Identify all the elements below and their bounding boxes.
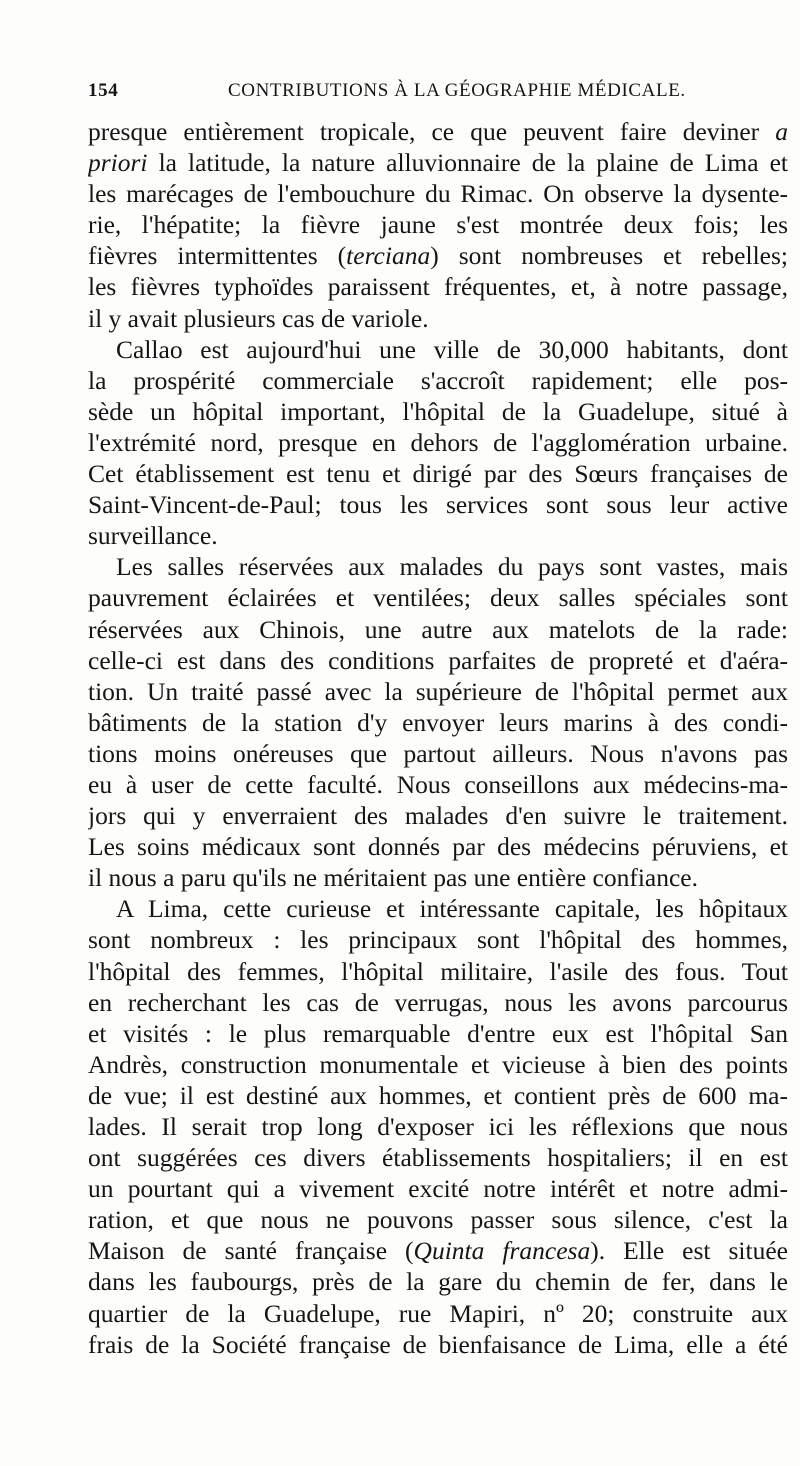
text-run: ration, et que nous ne pouvons passer sous silence, c'est la <box>88 1205 788 1235</box>
text-run: surveillance. <box>88 521 218 551</box>
text-line <box>88 956 788 987</box>
text-line <box>88 676 788 707</box>
text-run: la prospérité commerciale s'accroît rapidement; elle pos- <box>88 365 788 395</box>
text-line <box>88 458 788 489</box>
text-line <box>88 303 788 334</box>
text-run: presque entièrement tropicale, ce que peuvent faire deviner <box>88 117 776 146</box>
text-run: jors qui y enverraient des malades d'en suivre le traitement. <box>88 801 788 831</box>
text-run: ) sont nombreuses et rebelles; <box>430 241 788 271</box>
text-line <box>88 582 788 613</box>
text-line <box>88 1204 788 1235</box>
text-line <box>88 1018 788 1049</box>
text-line <box>88 1111 788 1142</box>
text-line <box>88 520 788 551</box>
page-header <box>88 80 788 110</box>
text-run: tions moins onéreuses que partout ailleurs. Nous n'avons pas <box>88 738 788 768</box>
text-line <box>88 1235 788 1266</box>
text-line <box>88 1173 788 1204</box>
text-run: lades. Il serait trop long d'exposer ici les réflexions que nous <box>88 1112 788 1141</box>
text-run: réservées aux Chinois, une autre aux matelots de la rade: <box>88 614 788 644</box>
page-number: 154 <box>88 80 119 101</box>
text-run: Andrès, construction monumentale et vicieuse à bien des points <box>88 1049 788 1079</box>
text-line <box>88 271 788 302</box>
text-line <box>88 893 788 924</box>
text-run: la latitude, la nature alluvionnaire de la plaine de Lima et <box>147 148 788 178</box>
text-run: bâtiments de la station d'y envoyer leurs marins à des condi- <box>88 707 788 737</box>
text-line <box>88 738 788 769</box>
text-run: Callao est aujourd'hui une ville de 30,000 habitants, dont <box>116 334 788 364</box>
text-line <box>88 1329 788 1360</box>
text-run: un pourtant qui a vivement excité notre intérêt et notre admi- <box>88 1174 788 1204</box>
text-run: ont suggérées ces divers établissements hospitaliers; il en est <box>88 1143 788 1173</box>
text-line <box>88 365 788 396</box>
text-run: l'hôpital des femmes, l'hôpital militaire, l'asile des fous. Tout <box>88 956 788 986</box>
text-run: eu à user de cette faculté. Nous conseillons aux médecins-ma- <box>88 769 788 799</box>
text-line <box>88 862 788 893</box>
text-line <box>88 1142 788 1173</box>
text-line <box>88 707 788 738</box>
text-run: celle-ci est dans des conditions parfaites de propreté et d'aéra- <box>88 645 788 675</box>
text-run: il y avait plusieurs cas de variole. <box>88 303 429 333</box>
text-run: en recherchant les cas de verrugas, nous les avons parcourus <box>88 987 788 1017</box>
text-line <box>88 489 788 520</box>
text-run: dans les faubourgs, près de la gare du chemin de fer, dans le <box>88 1267 788 1297</box>
text-run: Cet établissement est tenu et dirigé par des Sœurs françaises de <box>88 459 788 489</box>
text-run: Les soins médicaux sont donnés par des médecins péruviens, et <box>88 832 788 862</box>
text-line <box>88 334 788 365</box>
text-line <box>88 831 788 862</box>
text-run: les marécages de l'embouchure du Rimac. On observe la dysente- <box>88 179 788 209</box>
text-run: il nous a paru qu'ils ne méritaient pas une entière confiance. <box>88 863 698 893</box>
text-line <box>88 427 788 458</box>
text-line <box>88 1049 788 1080</box>
text-line <box>88 1266 788 1297</box>
text-line <box>88 209 788 240</box>
text-run: frais de la Société française de bienfaisance de Lima, elle a été <box>88 1329 788 1359</box>
text-line <box>88 1298 788 1329</box>
text-line <box>88 800 788 831</box>
text-run: l'extrémité nord, presque en dehors de l'agglomération urbaine. <box>88 427 788 457</box>
text-run: de vue; il est destiné aux hommes, et contient près de 600 ma- <box>88 1080 788 1110</box>
text-run: les fièvres typhoïdes paraissent fréquentes, et, à notre passage, <box>88 272 788 302</box>
running-title: CONTRIBUTIONS À LA GÉOGRAPHIE MÉDICALE. <box>228 80 686 101</box>
text-line <box>88 396 788 427</box>
text-run: sont nombreux : les principaux sont l'hôpital des hommes, <box>88 925 788 955</box>
text-run: A Lima, cette curieuse et intéressante capitale, les hôpitaux <box>116 894 788 924</box>
text-run: Maison de santé française ( <box>88 1236 414 1266</box>
text-run: Les salles réservées aux malades du pays sont vastes, mais <box>116 552 788 582</box>
text-line <box>88 1080 788 1111</box>
text-line <box>88 614 788 645</box>
body-text <box>88 116 788 1360</box>
text-run: pauvrement éclairées et ventilées; deux salles spéciales sont <box>88 583 788 613</box>
text-line <box>88 645 788 676</box>
text-run: fièvres intermittentes ( <box>88 241 347 271</box>
italic-text: priori <box>88 148 148 178</box>
text-run: rie, l'hépatite; la fièvre jaune s'est montrée deux fois; les <box>88 210 788 240</box>
text-line <box>88 178 788 209</box>
italic-text: Quinta francesa <box>413 1236 591 1266</box>
text-run: ). Elle est située <box>590 1236 788 1266</box>
text-run: et visités : le plus remarquable d'entre eux est l'hôpital San <box>88 1018 788 1048</box>
text-line <box>88 924 788 955</box>
text-run: Saint-Vincent-de-Paul; tous les services sont sous leur active <box>88 490 788 520</box>
text-run: quartier de la Guadelupe, rue Mapiri, nº 20; construite aux <box>88 1298 788 1328</box>
text-line <box>88 240 788 271</box>
text-run: tion. Un traité passé avec la supérieure de l'hôpital permet aux <box>88 676 788 706</box>
text-line <box>88 147 788 178</box>
text-line <box>88 551 788 582</box>
text-line <box>88 769 788 800</box>
italic-text: terciana <box>346 241 431 271</box>
text-line <box>88 116 788 147</box>
text-run: sède un hôpital important, l'hôpital de la Guadelupe, situé à <box>88 396 788 426</box>
italic-text: a <box>775 117 788 146</box>
text-line <box>88 987 788 1018</box>
